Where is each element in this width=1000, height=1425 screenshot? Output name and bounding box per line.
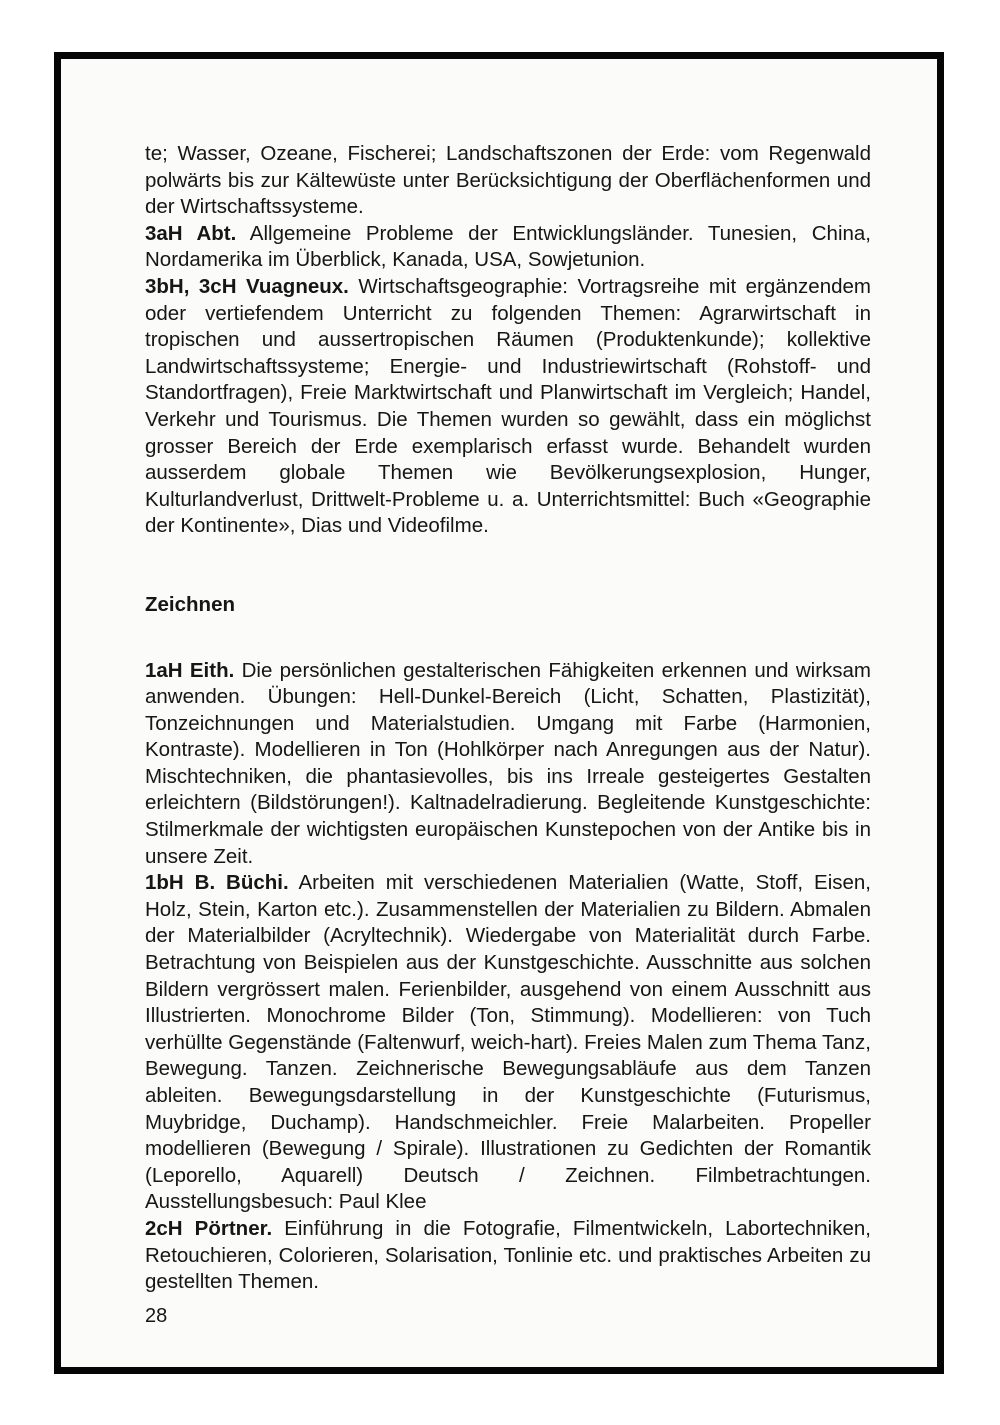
paragraph-3ah-abt (145, 221, 871, 274)
paragraph-lead: 3aH Abt. (145, 221, 237, 245)
paragraph-text: Die persönlichen gestalterischen Fähigkeiten erkennen und wirksam anwenden. Übungen: Hell-Dunkel-Bereich (Licht, Schatten, Plastizität), Tonzeichnungen und Materialstudien. Umgang mit Farbe (Harmonien, Kontraste). Modellieren in Ton (Hohlkörper nach Anregungen aus der Natur). Mischtechniken, die phantasievolles, bis ins Irreale gesteigertes Gestalten erleichtern (Bildstörungen!). Kaltnadelradierung. Begleitende Kunstgeschichte: Stilmerkmale der wichtigsten europäischen Kunstepochen von der Antike bis in unsere Zeit. (145, 658, 872, 868)
section-heading: Zeichnen (145, 592, 235, 616)
paragraph-geography-continued (145, 141, 871, 221)
paragraph-3bh-3ch-vuagneux (145, 274, 871, 540)
paragraph-lead: 1aH Eith. (145, 658, 235, 682)
paragraph-lead: 1bH B. Büchi. (145, 871, 289, 895)
paragraph-1ah-eith (145, 658, 871, 871)
paragraph-lead: 2cH Pörtner. (145, 1216, 273, 1240)
page-number: 28 (145, 1305, 168, 1327)
paragraph-text: Wirtschaftsgeographie: Vortragsreihe mit ergänzendem oder vertiefendem Unterricht zu folgenden Themen: Agrarwirtschaft in tropischen und aussertropischen Räumen (Produktenkunde); kollektive Landwirtschaftssysteme; Energie- und Industriewirtschaft (Rohstoff- und Standortfragen), Freie Marktwirtschaft und Planwirtschaft im Vergleich; Handel, Verkehr und Tourismus. Die Themen wurden so gewählt, dass ein möglichst grosser Bereich der Erde exemplarisch erfasst wurde. Behandelt wurden ausserdem globale Themen wie Bevölkerungsexplosion, Hunger, Kulturlandverlust, Drittwelt-Probleme u. a. Unterrichtsmittel: Buch «Geographie der Kontinente», Dias und Videofilme. (145, 274, 871, 538)
document-page (61, 59, 937, 1367)
paragraph-2ch-poertner (145, 1216, 871, 1296)
paragraph-text: Einführung in die Fotografie, Filmentwickeln, Labortechniken, Retouchieren, Colorieren, Solarisation, Tonlinie etc. und praktisches Arbeiten zu gestellten Themen. (145, 1216, 871, 1294)
page-content (145, 141, 871, 1296)
paragraph-lead: 3bH, 3cH Vuagneux. (145, 274, 349, 298)
paragraph-1bh-buechi (145, 870, 871, 1216)
paragraph-text: te; Wasser, Ozeane, Fischerei; Landschaftszonen der Erde: vom Regenwald polwärts bis zur Kältewüste unter Berücksichtigung der Oberflächenformen und der Wirtschaftssysteme. (145, 142, 871, 219)
paragraph-text: Arbeiten mit verschiedenen Materialien (Watte, Stoff, Eisen, Holz, Stein, Karton etc.). Zusammenstellen der Materialien zu Bildern. Abmalen der Materialbilder (Acryltechnik). Wiedergabe von Materialität durch Farbe. Betrachtung von Beispielen aus der Kunstgeschichte. Ausschnitte aus solchen Bildern vergrössert malen. Ferienbilder, ausgehend von einem Ausschnitt aus Illustrierten. Monochrome Bilder (Ton, Stimmung). Modellieren: von Tuch verhüllte Gegenstände (Faltenwurf, weich-hart). Freies Malen zum Thema Tanz, Bewegung. Tanzen. Zeichnerische Bewegungsabläufe aus dem Tanzen ableiten. Bewegungsdarstellung in der Kunstgeschichte (Futurismus, Muybridge, Duchamp). Handschmeichler. Freie Malarbeiten. Propeller modellieren (Bewegung / Spirale). Illustrationen zu Gedichten der Romantik (Leporello, Aquarell) Deutsch / Zeichnen. Filmbetrachtungen. Ausstellungsbesuch: Paul Klee (145, 871, 872, 1214)
paragraph-text: Allgemeine Probleme der Entwicklungsländer. Tunesien, China, Nordamerika im Überblick, Kanada, USA, Sowjetunion. (145, 221, 871, 272)
